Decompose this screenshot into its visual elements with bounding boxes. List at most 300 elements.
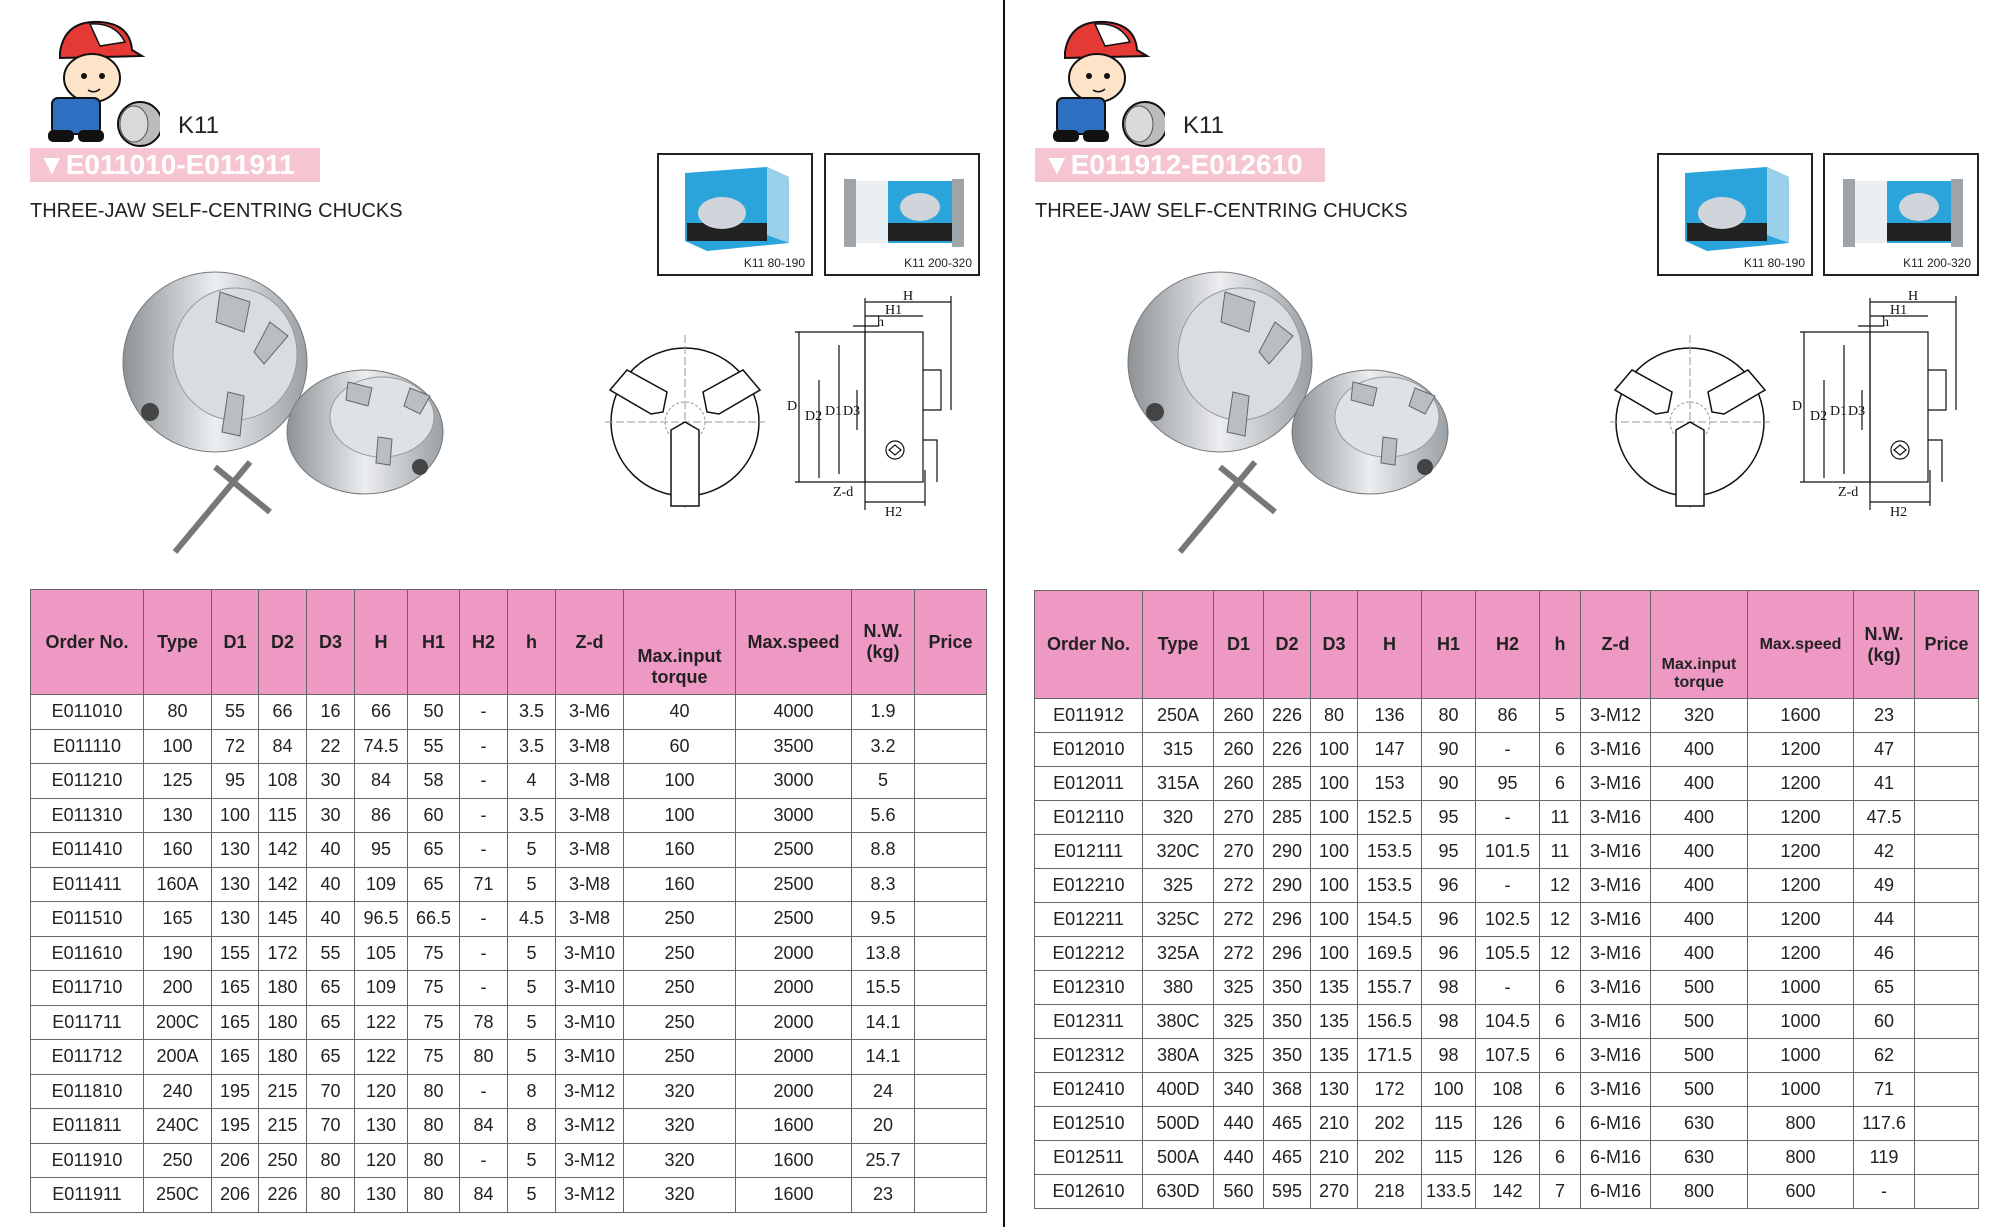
column-header: H1 bbox=[408, 590, 460, 695]
table-cell: 90 bbox=[1422, 767, 1476, 801]
table-cell: 49 bbox=[1854, 869, 1915, 903]
order-number-cell: E011110 bbox=[31, 729, 144, 764]
order-number-cell: E011310 bbox=[31, 798, 144, 833]
column-header: N.W. (kg) bbox=[852, 590, 915, 695]
table-cell: 154.5 bbox=[1358, 903, 1422, 937]
table-cell: 55 bbox=[212, 695, 259, 730]
table-cell: 5 bbox=[508, 1178, 556, 1213]
dim-label-D2: D2 bbox=[805, 409, 823, 424]
right-page bbox=[1005, 0, 1995, 1227]
table-cell: 7 bbox=[1540, 1175, 1581, 1209]
table-cell: 270 bbox=[1214, 835, 1264, 869]
table-cell: 130 bbox=[144, 798, 212, 833]
table-cell: 320 bbox=[1651, 699, 1748, 733]
order-number-cell: E012011 bbox=[1035, 767, 1143, 801]
table-cell: 135 bbox=[1311, 1005, 1358, 1039]
dim-label-D1: D1 bbox=[1830, 404, 1848, 419]
table-cell: 100 bbox=[212, 798, 259, 833]
table-cell: 75 bbox=[408, 1005, 460, 1040]
table-cell: 95 bbox=[355, 833, 408, 868]
table-row bbox=[1035, 835, 1979, 869]
table-cell: 1000 bbox=[1748, 1005, 1854, 1039]
table-cell: 325 bbox=[1214, 971, 1264, 1005]
table-cell: 160A bbox=[144, 867, 212, 902]
table-row bbox=[1035, 937, 1979, 971]
box-caption: K11 80-190 bbox=[743, 256, 805, 270]
table-cell: 6-M16 bbox=[1581, 1141, 1651, 1175]
table-cell: 3-M16 bbox=[1581, 1005, 1651, 1039]
table-row bbox=[1035, 1107, 1979, 1141]
table-cell bbox=[915, 798, 987, 833]
table-cell: 1200 bbox=[1748, 937, 1854, 971]
table-cell: 155.7 bbox=[1358, 971, 1422, 1005]
table-cell: 630 bbox=[1651, 1107, 1748, 1141]
table-cell: 13.8 bbox=[852, 936, 915, 971]
table-cell: 60 bbox=[408, 798, 460, 833]
column-header: D1 bbox=[1214, 591, 1264, 699]
product-title: THREE-JAW SELF-CENTRING CHUCKS bbox=[30, 200, 403, 222]
table-cell: 80 bbox=[307, 1143, 355, 1178]
table-cell bbox=[1915, 835, 1979, 869]
table-cell: 86 bbox=[355, 798, 408, 833]
table-cell: 180 bbox=[259, 1005, 307, 1040]
table-cell: - bbox=[1476, 801, 1540, 835]
order-range-banner: ▼E011912-E012610 bbox=[1035, 148, 1325, 182]
table-cell: - bbox=[460, 936, 508, 971]
table-cell: 1000 bbox=[1748, 1039, 1854, 1073]
table-cell: 122 bbox=[355, 1005, 408, 1040]
table-cell: 3-M8 bbox=[556, 729, 624, 764]
table-cell: 6 bbox=[1540, 767, 1581, 801]
column-header: H2 bbox=[1476, 591, 1540, 699]
specification-table bbox=[1034, 590, 1979, 1209]
table-cell: 400 bbox=[1651, 903, 1748, 937]
order-number-cell: E011810 bbox=[31, 1074, 144, 1109]
column-header: Order No. bbox=[1035, 591, 1143, 699]
table-cell: 80 bbox=[460, 1040, 508, 1075]
table-cell: 250 bbox=[624, 936, 736, 971]
table-cell: 102.5 bbox=[1476, 903, 1540, 937]
order-number-cell: E011712 bbox=[31, 1040, 144, 1075]
table-cell: 71 bbox=[1854, 1073, 1915, 1107]
table-cell: 120 bbox=[355, 1074, 408, 1109]
table-header-row bbox=[1035, 591, 1979, 699]
table-cell: 172 bbox=[1358, 1073, 1422, 1107]
table-cell: 74.5 bbox=[355, 729, 408, 764]
table-cell: 6 bbox=[1540, 1141, 1581, 1175]
table-cell: 380C bbox=[1143, 1005, 1214, 1039]
table-cell: 165 bbox=[212, 1040, 259, 1075]
table-cell: 130 bbox=[212, 902, 259, 937]
table-cell: 115 bbox=[1422, 1141, 1476, 1175]
table-cell: 80 bbox=[408, 1074, 460, 1109]
table-cell: 3-M12 bbox=[556, 1109, 624, 1144]
table-cell: 190 bbox=[144, 936, 212, 971]
dim-label-D: D bbox=[787, 399, 798, 414]
product-title: THREE-JAW SELF-CENTRING CHUCKS bbox=[1035, 200, 1408, 222]
table-row bbox=[31, 902, 987, 937]
table-cell: 272 bbox=[1214, 937, 1264, 971]
table-cell: 153.5 bbox=[1358, 869, 1422, 903]
table-cell: - bbox=[460, 971, 508, 1006]
table-cell: 380 bbox=[1143, 971, 1214, 1005]
table-cell: 8.8 bbox=[852, 833, 915, 868]
table-cell: 1000 bbox=[1748, 971, 1854, 1005]
table-cell: 3.5 bbox=[508, 798, 556, 833]
table-cell: 130 bbox=[355, 1178, 408, 1213]
table-cell: 340 bbox=[1214, 1073, 1264, 1107]
table-cell: 1000 bbox=[1748, 1073, 1854, 1107]
table-cell: 66 bbox=[259, 695, 307, 730]
table-cell: - bbox=[460, 833, 508, 868]
table-cell: 142 bbox=[1476, 1175, 1540, 1209]
table-cell: 96 bbox=[1422, 937, 1476, 971]
table-cell: 3-M8 bbox=[556, 902, 624, 937]
table-cell: 250 bbox=[624, 1005, 736, 1040]
table-row bbox=[31, 1178, 987, 1213]
table-cell: 250 bbox=[624, 902, 736, 937]
table-row bbox=[31, 936, 987, 971]
table-cell: 117.6 bbox=[1854, 1107, 1915, 1141]
table-cell bbox=[915, 1178, 987, 1213]
table-cell: 75 bbox=[408, 936, 460, 971]
dim-label-Zd: Z-d bbox=[1838, 485, 1859, 500]
table-cell: 47.5 bbox=[1854, 801, 1915, 835]
table-cell: 2000 bbox=[736, 1074, 852, 1109]
table-row bbox=[31, 798, 987, 833]
table-cell: 6 bbox=[1540, 971, 1581, 1005]
table-cell: 560 bbox=[1214, 1175, 1264, 1209]
table-cell: 130 bbox=[212, 833, 259, 868]
table-cell: - bbox=[460, 1143, 508, 1178]
table-cell bbox=[915, 936, 987, 971]
table-cell bbox=[915, 902, 987, 937]
column-header: H bbox=[355, 590, 408, 695]
column-header: D2 bbox=[259, 590, 307, 695]
table-row bbox=[31, 1109, 987, 1144]
table-cell: 1600 bbox=[736, 1143, 852, 1178]
table-row bbox=[1035, 1073, 1979, 1107]
table-cell: 6 bbox=[1540, 1073, 1581, 1107]
table-cell: 142 bbox=[259, 833, 307, 868]
table-cell: 5 bbox=[508, 1005, 556, 1040]
table-cell: 100 bbox=[1311, 835, 1358, 869]
table-cell: 215 bbox=[259, 1109, 307, 1144]
column-header: Z-d bbox=[556, 590, 624, 695]
column-header: Order No. bbox=[31, 590, 144, 695]
order-number-cell: E012311 bbox=[1035, 1005, 1143, 1039]
table-cell: 95 bbox=[1476, 767, 1540, 801]
order-number-cell: E012211 bbox=[1035, 903, 1143, 937]
table-cell: 41 bbox=[1854, 767, 1915, 801]
table-cell: 115 bbox=[259, 798, 307, 833]
table-cell: 3000 bbox=[736, 798, 852, 833]
table-cell: 6 bbox=[1540, 733, 1581, 767]
table-cell: 109 bbox=[355, 867, 408, 902]
order-number-cell: E011610 bbox=[31, 936, 144, 971]
table-cell: 100 bbox=[624, 798, 736, 833]
dim-label-D3: D3 bbox=[843, 404, 861, 419]
table-cell: 30 bbox=[307, 764, 355, 799]
table-cell: 84 bbox=[460, 1178, 508, 1213]
table-cell: 71 bbox=[460, 867, 508, 902]
table-cell: 3500 bbox=[736, 729, 852, 764]
table-cell: 136 bbox=[1358, 699, 1422, 733]
dim-label-H2: H2 bbox=[885, 505, 903, 520]
order-number-cell: E011911 bbox=[31, 1178, 144, 1213]
table-cell: 160 bbox=[624, 867, 736, 902]
dim-label-H2: H2 bbox=[1890, 505, 1908, 520]
table-cell: 1200 bbox=[1748, 903, 1854, 937]
table-cell: 400 bbox=[1651, 835, 1748, 869]
table-cell: 240 bbox=[144, 1074, 212, 1109]
table-cell: 152.5 bbox=[1358, 801, 1422, 835]
table-cell: 260 bbox=[1214, 733, 1264, 767]
packaging-image-small bbox=[657, 153, 813, 276]
table-cell: 3000 bbox=[736, 764, 852, 799]
table-cell: 5 bbox=[852, 764, 915, 799]
table-cell: 133.5 bbox=[1422, 1175, 1476, 1209]
table-cell: 130 bbox=[212, 867, 259, 902]
table-cell: 2000 bbox=[736, 1005, 852, 1040]
table-row bbox=[31, 729, 987, 764]
table-cell: 100 bbox=[1311, 801, 1358, 835]
table-cell: 226 bbox=[1264, 733, 1311, 767]
table-cell: 3-M16 bbox=[1581, 767, 1651, 801]
table-cell: 66 bbox=[355, 695, 408, 730]
table-cell: 3-M6 bbox=[556, 695, 624, 730]
table-row bbox=[1035, 699, 1979, 733]
table-cell bbox=[1915, 869, 1979, 903]
table-cell: 3-M16 bbox=[1581, 1073, 1651, 1107]
table-row bbox=[31, 764, 987, 799]
table-cell: 200A bbox=[144, 1040, 212, 1075]
column-header: Price bbox=[915, 590, 987, 695]
table-cell: 142 bbox=[259, 867, 307, 902]
table-cell: 65 bbox=[307, 1005, 355, 1040]
table-cell: 320 bbox=[624, 1143, 736, 1178]
table-cell: 250 bbox=[624, 1040, 736, 1075]
table-cell bbox=[915, 1143, 987, 1178]
table-cell: 75 bbox=[408, 1040, 460, 1075]
table-cell: 6-M16 bbox=[1581, 1107, 1651, 1141]
table-row bbox=[31, 971, 987, 1006]
order-number-cell: E011811 bbox=[31, 1109, 144, 1144]
table-row bbox=[1035, 971, 1979, 1005]
box-caption: K11 200-320 bbox=[904, 256, 972, 270]
dim-label-h: h bbox=[877, 315, 884, 330]
table-cell: 100 bbox=[1311, 869, 1358, 903]
column-header: Max.speed bbox=[736, 590, 852, 695]
dim-label-D: D bbox=[1792, 399, 1803, 414]
table-cell: 65 bbox=[307, 1040, 355, 1075]
table-cell: 24 bbox=[852, 1074, 915, 1109]
table-cell bbox=[915, 1074, 987, 1109]
order-range-banner: ▼E011010-E011911 bbox=[30, 148, 320, 182]
table-cell: 595 bbox=[1264, 1175, 1311, 1209]
table-cell: 202 bbox=[1358, 1141, 1422, 1175]
table-cell: 250 bbox=[259, 1143, 307, 1178]
packaging-image-large bbox=[824, 153, 980, 276]
order-number-cell: E011410 bbox=[31, 833, 144, 868]
table-cell: 96.5 bbox=[355, 902, 408, 937]
table-cell: 2500 bbox=[736, 867, 852, 902]
table-cell: 107.5 bbox=[1476, 1039, 1540, 1073]
table-cell: 60 bbox=[624, 729, 736, 764]
table-cell: 40 bbox=[307, 833, 355, 868]
table-cell: 84 bbox=[355, 764, 408, 799]
column-header: H1 bbox=[1422, 591, 1476, 699]
table-cell: 290 bbox=[1264, 869, 1311, 903]
table-cell: 105.5 bbox=[1476, 937, 1540, 971]
table-cell: 270 bbox=[1214, 801, 1264, 835]
table-cell: 100 bbox=[144, 729, 212, 764]
table-cell: 84 bbox=[460, 1109, 508, 1144]
table-cell: 6 bbox=[1540, 1005, 1581, 1039]
table-cell: 465 bbox=[1264, 1107, 1311, 1141]
table-cell: 30 bbox=[307, 798, 355, 833]
table-cell: 5 bbox=[508, 1143, 556, 1178]
table-cell: 80 bbox=[1311, 699, 1358, 733]
table-cell: 15.5 bbox=[852, 971, 915, 1006]
table-row bbox=[1035, 869, 1979, 903]
table-cell bbox=[915, 729, 987, 764]
table-cell: 500 bbox=[1651, 1073, 1748, 1107]
table-cell: 12 bbox=[1540, 937, 1581, 971]
table-row bbox=[1035, 1039, 1979, 1073]
table-cell: 206 bbox=[212, 1143, 259, 1178]
table-cell bbox=[915, 867, 987, 902]
table-cell: 100 bbox=[1311, 937, 1358, 971]
table-cell: 80 bbox=[1422, 699, 1476, 733]
table-cell: 3-M16 bbox=[1581, 869, 1651, 903]
table-cell: 285 bbox=[1264, 801, 1311, 835]
table-cell: 250 bbox=[624, 971, 736, 1006]
table-cell bbox=[915, 764, 987, 799]
table-cell: 3-M12 bbox=[556, 1074, 624, 1109]
table-cell: 5 bbox=[508, 936, 556, 971]
chuck-photo bbox=[1125, 262, 1485, 562]
table-cell: 9.5 bbox=[852, 902, 915, 937]
table-cell: 180 bbox=[259, 1040, 307, 1075]
table-cell: 66.5 bbox=[408, 902, 460, 937]
order-number-cell: E012511 bbox=[1035, 1141, 1143, 1175]
table-cell: 70 bbox=[307, 1109, 355, 1144]
table-cell: 350 bbox=[1264, 971, 1311, 1005]
table-cell: 95 bbox=[212, 764, 259, 799]
table-cell: 325 bbox=[1214, 1005, 1264, 1039]
table-cell: 171.5 bbox=[1358, 1039, 1422, 1073]
order-number-cell: E011711 bbox=[31, 1005, 144, 1040]
dim-label-H: H bbox=[903, 290, 914, 304]
table-row bbox=[1035, 733, 1979, 767]
table-cell: 270 bbox=[1311, 1175, 1358, 1209]
table-cell: 2500 bbox=[736, 833, 852, 868]
table-cell bbox=[915, 971, 987, 1006]
table-cell: 156.5 bbox=[1358, 1005, 1422, 1039]
table-cell: 800 bbox=[1748, 1141, 1854, 1175]
table-cell: 3-M8 bbox=[556, 833, 624, 868]
table-cell bbox=[1915, 1175, 1979, 1209]
table-cell: 90 bbox=[1422, 733, 1476, 767]
table-cell: 135 bbox=[1311, 971, 1358, 1005]
table-cell: 320 bbox=[624, 1109, 736, 1144]
table-cell: 290 bbox=[1264, 835, 1311, 869]
table-cell: 6 bbox=[1540, 1107, 1581, 1141]
table-cell: 11 bbox=[1540, 835, 1581, 869]
table-cell: 350 bbox=[1264, 1039, 1311, 1073]
table-cell: 210 bbox=[1311, 1141, 1358, 1175]
table-cell: 100 bbox=[1311, 767, 1358, 801]
table-cell: 96 bbox=[1422, 903, 1476, 937]
table-cell: 1200 bbox=[1748, 733, 1854, 767]
order-number-cell: E012010 bbox=[1035, 733, 1143, 767]
table-cell: 465 bbox=[1264, 1141, 1311, 1175]
table-cell: - bbox=[1476, 733, 1540, 767]
table-cell: 325 bbox=[1143, 869, 1214, 903]
table-cell: - bbox=[460, 695, 508, 730]
table-cell: 42 bbox=[1854, 835, 1915, 869]
table-cell: 130 bbox=[1311, 1073, 1358, 1107]
column-header: h bbox=[508, 590, 556, 695]
table-cell: 630 bbox=[1651, 1141, 1748, 1175]
table-cell: 325C bbox=[1143, 903, 1214, 937]
table-cell: 130 bbox=[355, 1109, 408, 1144]
table-cell: 400 bbox=[1651, 937, 1748, 971]
table-cell: 285 bbox=[1264, 767, 1311, 801]
table-cell: 320 bbox=[624, 1074, 736, 1109]
box-caption: K11 80-190 bbox=[1743, 256, 1805, 270]
table-cell: 1600 bbox=[1748, 699, 1854, 733]
table-cell: 62 bbox=[1854, 1039, 1915, 1073]
table-cell: 325 bbox=[1214, 1039, 1264, 1073]
table-cell: 500 bbox=[1651, 971, 1748, 1005]
column-header: Price bbox=[1915, 591, 1979, 699]
table-cell: 226 bbox=[259, 1178, 307, 1213]
table-cell bbox=[1915, 1005, 1979, 1039]
table-cell: 500 bbox=[1651, 1039, 1748, 1073]
table-cell: 86 bbox=[1476, 699, 1540, 733]
table-cell: 119 bbox=[1854, 1141, 1915, 1175]
table-cell: 40 bbox=[307, 867, 355, 902]
column-header: H bbox=[1358, 591, 1422, 699]
table-cell: 272 bbox=[1214, 903, 1264, 937]
table-cell: 78 bbox=[460, 1005, 508, 1040]
table-cell: 210 bbox=[1311, 1107, 1358, 1141]
table-cell: 5 bbox=[1540, 699, 1581, 733]
table-cell bbox=[1915, 1073, 1979, 1107]
table-cell: 3-M10 bbox=[556, 1040, 624, 1075]
table-cell: 320 bbox=[1143, 801, 1214, 835]
table-cell: 65 bbox=[408, 867, 460, 902]
table-cell: 12 bbox=[1540, 869, 1581, 903]
table-cell: 109 bbox=[355, 971, 408, 1006]
table-cell: 630D bbox=[1143, 1175, 1214, 1209]
table-cell: 95 bbox=[1422, 835, 1476, 869]
table-cell: 12 bbox=[1540, 903, 1581, 937]
table-cell: 350 bbox=[1264, 1005, 1311, 1039]
table-cell bbox=[915, 1109, 987, 1144]
table-cell: 3-M8 bbox=[556, 867, 624, 902]
order-number-cell: E011411 bbox=[31, 867, 144, 902]
table-cell: 100 bbox=[1422, 1073, 1476, 1107]
table-cell: 800 bbox=[1651, 1175, 1748, 1209]
order-number-cell: E012111 bbox=[1035, 835, 1143, 869]
table-cell: 3-M16 bbox=[1581, 937, 1651, 971]
table-row bbox=[1035, 801, 1979, 835]
order-number-cell: E011210 bbox=[31, 764, 144, 799]
table-cell: 3-M10 bbox=[556, 1005, 624, 1040]
